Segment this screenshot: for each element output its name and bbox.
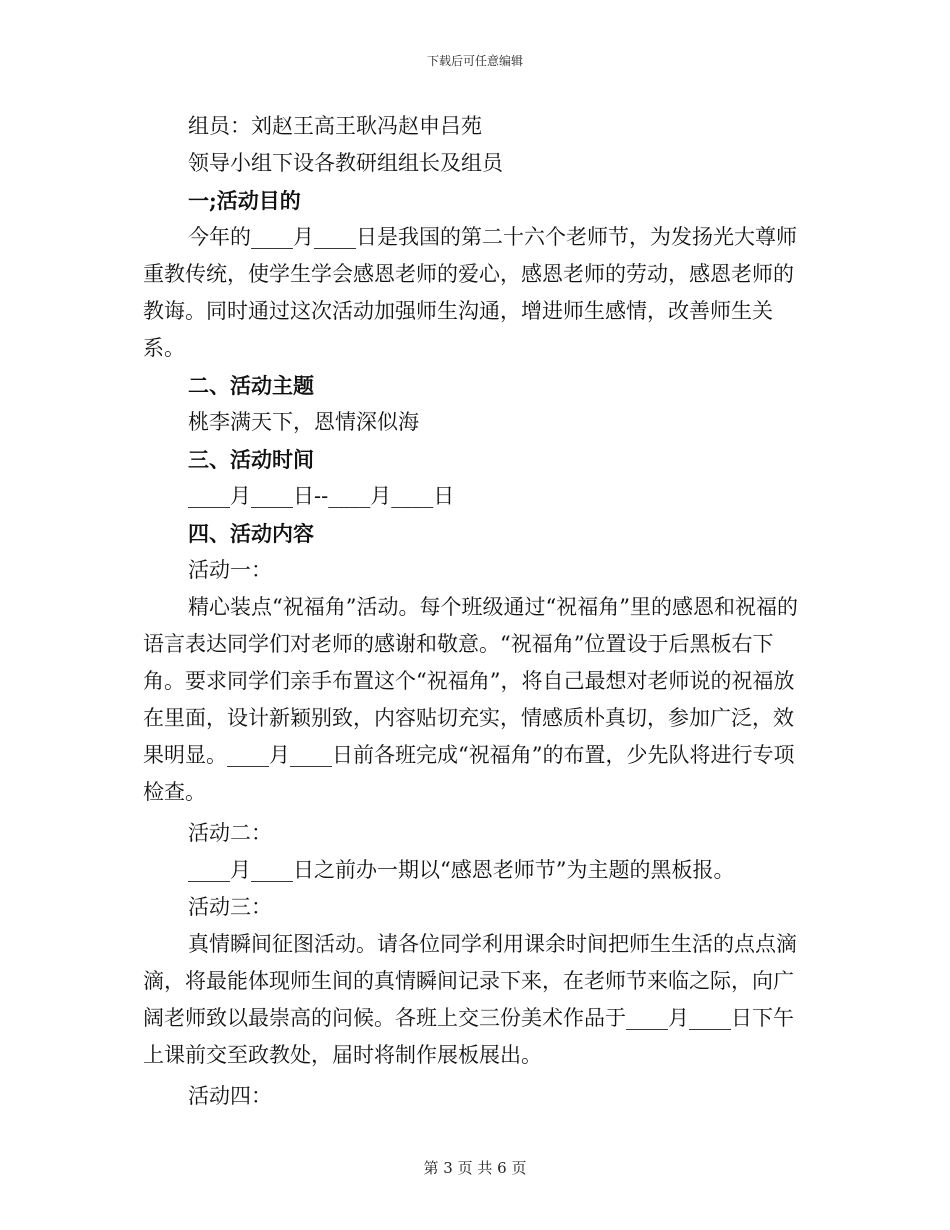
activity-one-label: 活动一： bbox=[188, 558, 272, 582]
section-heading-time: 三、活动时间 bbox=[188, 447, 314, 472]
purpose-paragraph: 今年的____月____日是我国的第二十六个老师节，为发扬光大尊师重教传统，使学生学会感恩老师的爱心，感恩老师的劳动，感恩老师的教诲。同时通过这次活动加强师生沟通，增进师生感情，改善师生关系。 bbox=[143, 225, 797, 360]
section-heading-theme: 二、活动主题 bbox=[188, 373, 314, 398]
activity-three-label: 活动三： bbox=[188, 895, 272, 919]
activity-three-paragraph: 真情瞬间征图活动。请各位同学利用课余时间把师生生活的点点滴滴，将最能体现师生间的真情瞬间记录下来，在老师节来临之际，向广阔老师致以最崇高的问候。各班上交三份美术作品于____月____日下午上课前交至政教处，届时将制作展板展出。 bbox=[143, 932, 797, 1067]
time-text: ____月____日--____月____日 bbox=[188, 484, 455, 508]
activity-two-label: 活动二： bbox=[188, 821, 272, 845]
section-heading-content: 四、活动内容 bbox=[188, 521, 314, 546]
members-line: 组员：刘赵王高王耿冯赵申吕苑 bbox=[188, 114, 482, 138]
activity-four-label: 活动四： bbox=[188, 1084, 272, 1108]
page-footer: 第 3 页 共 6 页 bbox=[423, 1159, 527, 1177]
leaders-line: 领导小组下设各教研组组长及组员 bbox=[188, 151, 503, 175]
activity-two-text: ____月____日之前办一期以“感恩老师节”为主题的黑板报。 bbox=[188, 858, 735, 882]
section-heading-purpose: 一;活动目的 bbox=[188, 188, 301, 213]
theme-text: 桃李满天下，恩情深似海 bbox=[188, 410, 419, 434]
document-body bbox=[143, 108, 803, 1115]
activity-one-paragraph: 精心装点“祝福角”活动。每个班级通过“祝福角”里的感恩和祝福的语言表达同学们对老师的感谢和敬意。“祝福角”位置设于后黑板右下角。要求同学们亲手布置这个“祝福角”，将自己最想对老师说的祝福放在里面，设计新颖别致，内容贴切充实，情感质朴真切，参加广泛，效果明显。____月____日前各班完成“祝福角”的布置，少先队将进行专项检查。 bbox=[143, 595, 798, 804]
page-header: 下载后可任意编辑 bbox=[426, 54, 523, 68]
